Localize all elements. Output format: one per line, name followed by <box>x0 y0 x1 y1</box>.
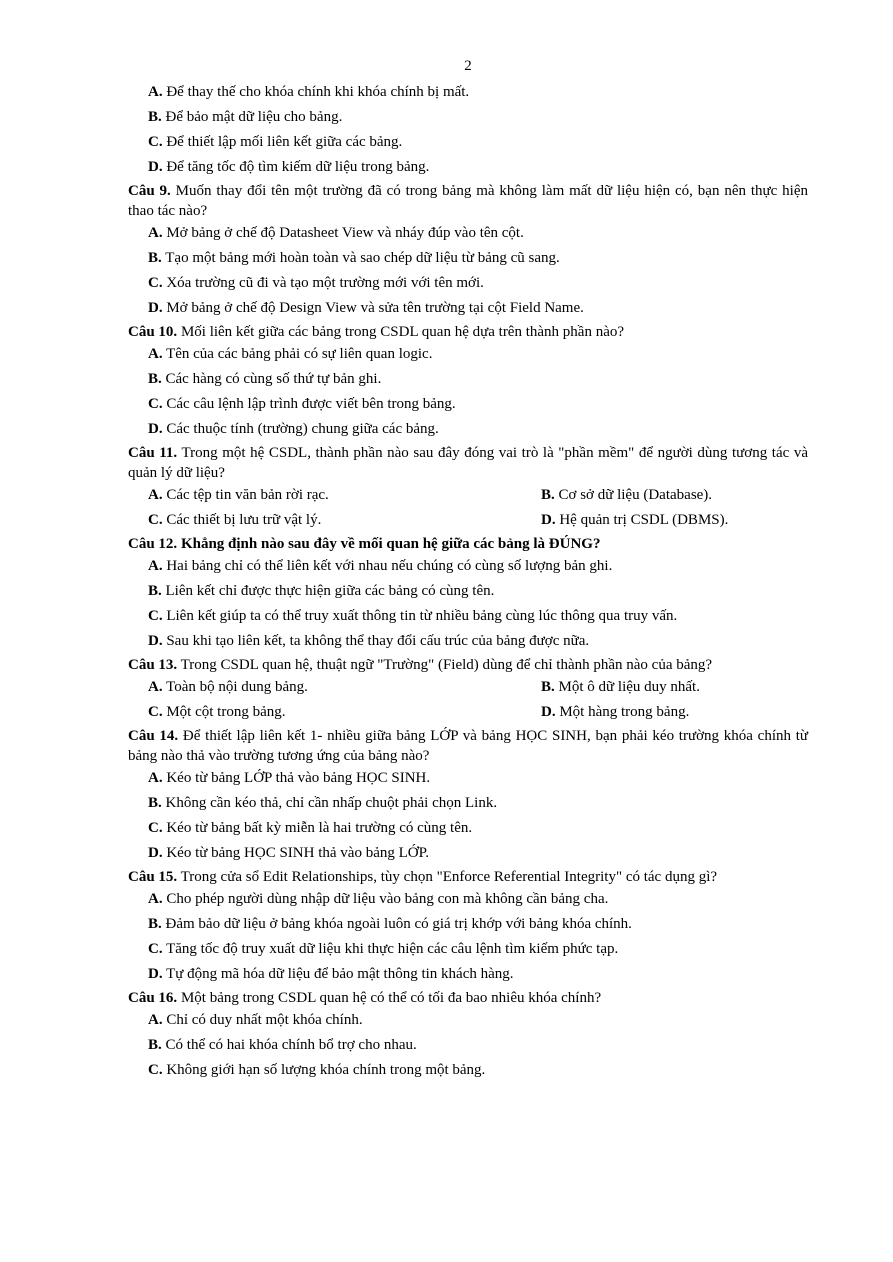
option-text: Không giới hạn số lượng khóa chính trong một bảng. <box>166 1062 486 1078</box>
option-text: Cho phép người dùng nhập dữ liệu vào bảng con mà không cần bảng cha. <box>166 891 609 907</box>
option-text: Kéo từ bảng bất kỳ miễn là hai trường có cùng tên. <box>166 820 473 836</box>
option-letter: D. <box>148 633 163 649</box>
answer-option <box>148 155 808 180</box>
option-letter: A. <box>148 225 163 241</box>
question-number: Câu 15. <box>128 869 178 885</box>
answer-option <box>148 392 808 417</box>
option-text: Các câu lệnh lập trình được viết bên trong bảng. <box>166 396 456 412</box>
answer-option <box>148 80 808 105</box>
option-letter: A. <box>148 84 163 100</box>
option-letter: A. <box>148 558 163 574</box>
answer-options <box>148 1008 808 1083</box>
option-letter: B. <box>541 679 555 695</box>
question-prompt: Muốn thay đổi tên một trường đã có trong bảng mà không làm mất dữ liệu hiện có, bạn nên thực hiện thao tác nào? <box>128 183 808 219</box>
option-letter: A. <box>148 487 163 503</box>
option-text: Các thiết bị lưu trữ vật lý. <box>166 512 322 528</box>
question-text <box>128 322 808 342</box>
option-text: Đảm bảo dữ liệu ở bảng khóa ngoài luôn có giá trị khớp với bảng khóa chính. <box>165 916 632 932</box>
option-letter: A. <box>148 891 163 907</box>
option-text: Một hàng trong bảng. <box>559 704 690 720</box>
answer-option <box>148 629 808 654</box>
question-block <box>128 726 808 866</box>
answer-option <box>148 554 808 579</box>
option-text: Không cần kéo thả, chỉ cần nhấp chuột phải chọn Link. <box>165 795 498 811</box>
option-letter: C. <box>148 134 163 150</box>
answer-option <box>148 841 808 866</box>
option-letter: B. <box>148 109 162 125</box>
option-text: Sau khi tạo liên kết, ta không thể thay đổi cấu trúc của bảng được nữa. <box>166 633 590 649</box>
question-number: Câu 16. <box>128 990 178 1006</box>
answer-option <box>148 579 808 604</box>
option-text: Tăng tốc độ truy xuất dữ liệu khi thực hiện các câu lệnh tìm kiếm phức tạp. <box>166 941 619 957</box>
option-text: Để tăng tốc độ tìm kiếm dữ liệu trong bảng. <box>166 159 430 175</box>
option-letter: C. <box>148 608 163 624</box>
answer-options <box>148 766 808 866</box>
question-text <box>128 867 808 887</box>
answer-option <box>148 1058 808 1083</box>
option-letter: D. <box>148 966 163 982</box>
option-letter: C. <box>148 820 163 836</box>
option-letter: D. <box>148 421 163 437</box>
option-text: Để thay thế cho khóa chính khi khóa chính bị mất. <box>166 84 470 100</box>
question-block <box>128 534 808 654</box>
option-letter: D. <box>541 704 556 720</box>
option-text: Kéo từ bảng LỚP thả vào bảng HỌC SINH. <box>166 770 431 786</box>
page-number: 2 <box>464 58 472 74</box>
question-block <box>128 443 808 533</box>
question-prompt: Trong CSDL quan hệ, thuật ngữ "Trường" (Field) dùng để chỉ thành phần nào của bảng? <box>180 657 713 673</box>
option-letter: C. <box>148 941 163 957</box>
option-letter: A. <box>148 1012 163 1028</box>
answer-option <box>148 962 808 987</box>
answer-option <box>148 221 808 246</box>
answer-options <box>148 221 808 321</box>
option-letter: C. <box>148 396 163 412</box>
option-letter: C. <box>148 1062 163 1078</box>
answer-option <box>148 675 541 700</box>
question-prompt: Trong một hệ CSDL, thành phần nào sau đây đóng vai trò là "phần mềm" để người dùng tương tác và quản lý dữ liệu? <box>128 445 808 481</box>
answer-options <box>148 675 808 725</box>
option-text: Kéo từ bảng HỌC SINH thả vào bảng LỚP. <box>166 845 430 861</box>
answer-option <box>148 483 541 508</box>
answer-option <box>148 604 808 629</box>
option-text: Một cột trong bảng. <box>166 704 286 720</box>
option-text: Các tệp tin văn bản rời rạc. <box>166 487 329 503</box>
answer-option <box>148 816 808 841</box>
answer-option <box>541 675 808 700</box>
answer-option <box>148 912 808 937</box>
question-block <box>128 988 808 1083</box>
option-letter: C. <box>148 275 163 291</box>
option-letter: B. <box>148 250 162 266</box>
question-text <box>128 181 808 221</box>
option-text: Một ô dữ liệu duy nhất. <box>558 679 700 695</box>
answer-option <box>148 937 808 962</box>
option-text: Có thể có hai khóa chính bổ trợ cho nhau. <box>165 1037 417 1053</box>
option-letter: A. <box>148 679 163 695</box>
option-letter: C. <box>148 512 163 528</box>
answer-options <box>148 483 808 533</box>
question-prompt: Để thiết lập liên kết 1- nhiều giữa bảng LỚP và bảng HỌC SINH, bạn phải kéo trường khóa chính từ bảng nào thả vào trường tương ứng của bảng nào? <box>128 728 809 764</box>
option-letter: B. <box>148 1037 162 1053</box>
answer-options <box>148 80 808 180</box>
question-block <box>128 867 808 987</box>
question-block <box>128 655 808 725</box>
option-letter: B. <box>148 795 162 811</box>
answer-option <box>148 700 541 725</box>
option-text: Để bảo mật dữ liệu cho bảng. <box>165 109 343 125</box>
option-text: Hai bảng chỉ có thể liên kết với nhau nếu chúng có cùng số lượng bản ghi. <box>166 558 613 574</box>
answer-option <box>541 508 808 533</box>
option-letter: D. <box>541 512 556 528</box>
question-number: Câu 11. <box>128 445 178 461</box>
option-text: Xóa trường cũ đi và tạo một trường mới với tên mới. <box>166 275 484 291</box>
option-text: Tạo một bảng mới hoàn toàn và sao chép dữ liệu từ bảng cũ sang. <box>165 250 560 266</box>
answer-option <box>148 1008 808 1033</box>
option-letter: B. <box>148 916 162 932</box>
answer-option <box>148 766 808 791</box>
answer-options <box>148 554 808 654</box>
option-text: Cơ sở dữ liệu (Database). <box>558 487 713 503</box>
option-text: Hệ quản trị CSDL (DBMS). <box>559 512 729 528</box>
document-page <box>128 56 808 1083</box>
option-text: Chỉ có duy nhất một khóa chính. <box>166 1012 363 1028</box>
question-text <box>128 443 808 483</box>
question-number: Câu 14. <box>128 728 179 744</box>
question-text <box>128 988 808 1008</box>
answer-option <box>148 887 808 912</box>
answer-option <box>541 700 808 725</box>
option-text: Các thuộc tính (trường) chung giữa các bảng. <box>166 421 439 437</box>
question-prompt: Trong cửa sổ Edit Relationships, tùy chọn "Enforce Referential Integrity" có tác dụng gì? <box>180 869 718 885</box>
answer-options <box>148 887 808 987</box>
option-letter: D. <box>148 159 163 175</box>
option-text: Liên kết giúp ta có thể truy xuất thông tin từ nhiều bảng cùng lúc thông qua truy vấn. <box>166 608 678 624</box>
option-letter: B. <box>541 487 555 503</box>
option-text: Tự động mã hóa dữ liệu để bảo mật thông tin khách hàng. <box>166 966 514 982</box>
answer-option <box>148 105 808 130</box>
question-prompt: Mối liên kết giữa các bảng trong CSDL quan hệ dựa trên thành phần nào? <box>180 324 625 340</box>
question-number: Câu 12. <box>128 536 178 552</box>
option-letter: B. <box>148 371 162 387</box>
question-block <box>128 322 808 442</box>
option-text: Toàn bộ nội dung bảng. <box>166 679 308 695</box>
answer-option <box>541 483 808 508</box>
answer-option <box>148 342 808 367</box>
answer-option <box>148 417 808 442</box>
answer-option <box>148 271 808 296</box>
answer-option <box>148 246 808 271</box>
option-text: Mở bảng ở chế độ Design View và sửa tên trường tại cột Field Name. <box>166 300 584 316</box>
option-letter: A. <box>148 770 163 786</box>
question-prompt: Khẳng định nào sau đây về mối quan hệ giữa các bảng là ĐÚNG? <box>180 536 601 552</box>
question-number: Câu 9. <box>128 183 171 199</box>
question-block <box>128 80 808 180</box>
question-prompt: Một bảng trong CSDL quan hệ có thể có tối đa bao nhiêu khóa chính? <box>180 990 602 1006</box>
question-text <box>128 726 808 766</box>
option-text: Các hàng có cùng số thứ tự bản ghi. <box>165 371 382 387</box>
answer-option <box>148 296 808 321</box>
option-text: Mở bảng ở chế độ Datasheet View và nháy đúp vào tên cột. <box>166 225 524 241</box>
option-letter: D. <box>148 300 163 316</box>
question-text <box>128 655 808 675</box>
question-list <box>128 80 808 1083</box>
answer-option <box>148 1033 808 1058</box>
option-text: Liên kết chỉ được thực hiện giữa các bảng có cùng tên. <box>165 583 495 599</box>
option-text: Tên của các bảng phải có sự liên quan logic. <box>166 346 433 362</box>
question-number: Câu 13. <box>128 657 178 673</box>
question-block <box>128 181 808 321</box>
answer-option <box>148 508 541 533</box>
option-letter: D. <box>148 845 163 861</box>
answer-options <box>148 342 808 442</box>
answer-option <box>148 791 808 816</box>
option-letter: A. <box>148 346 163 362</box>
question-text <box>128 534 808 554</box>
question-number: Câu 10. <box>128 324 178 340</box>
option-text: Để thiết lập mối liên kết giữa các bảng. <box>166 134 403 150</box>
option-letter: B. <box>148 583 162 599</box>
option-letter: C. <box>148 704 163 720</box>
answer-option <box>148 367 808 392</box>
answer-option <box>148 130 808 155</box>
